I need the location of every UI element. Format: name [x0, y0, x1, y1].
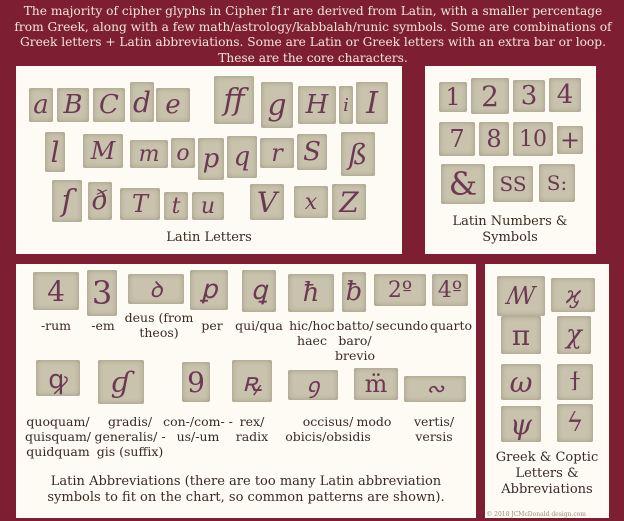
glyph: g — [261, 82, 293, 128]
glyph: ƀ — [342, 272, 366, 312]
glyph: u — [192, 192, 224, 220]
glyph: 9 — [182, 362, 210, 402]
copyright: © 2018 JCMcDonald design.com — [486, 511, 586, 518]
glyph: 4º — [432, 274, 468, 306]
glyph: 3 — [87, 270, 117, 316]
glyph: e — [156, 88, 190, 122]
glyph: + — [557, 126, 583, 154]
glyph: a — [29, 88, 53, 122]
latin-letters-panel — [16, 66, 402, 254]
glyph: ħ — [288, 274, 334, 312]
glyph: ∾ — [404, 376, 466, 402]
glyph: ff — [214, 76, 254, 124]
glyph: C — [93, 88, 125, 122]
glyph: ſ — [52, 180, 82, 222]
glyph: ꝙ — [36, 360, 80, 396]
abbrev-label: per — [201, 318, 223, 333]
glyph: ϟ — [557, 404, 593, 442]
glyph: H — [298, 86, 336, 124]
abbrev-label: qui/qua — [235, 318, 283, 333]
glyph: χ — [557, 316, 591, 354]
glyph: q — [227, 136, 257, 178]
glyph: ɠ — [98, 360, 144, 404]
glyph: ꝗ — [242, 270, 276, 312]
glyph: 3 — [513, 80, 545, 112]
glyph: M — [83, 134, 123, 168]
glyph: 4 — [549, 78, 581, 112]
glyph: m — [130, 140, 168, 168]
glyph: V — [250, 184, 284, 220]
abbrev-label: con-/com- -us/-um — [163, 414, 233, 444]
glyph: π — [501, 316, 541, 354]
latin-letters-caption: Latin Letters — [166, 230, 252, 245]
abbrev-label: deus (from theos) — [124, 310, 194, 340]
glyph: ꝺ — [128, 274, 184, 304]
glyph: 2 — [471, 78, 509, 114]
intro-text: The majority of cipher glyphs in Cipher f1r are derived from Latin, with a smaller percentage from Greek, along with a few math/astrology/kabbalah/runic symbols. Some are combinations of Greek letters + Latin abbreviations. Some are Latin or Greek letters with an extra bar or loop. These are the core characters. — [14, 4, 612, 65]
glyph: ꝑ — [190, 270, 228, 310]
latin-abbreviations-caption: Latin Abbreviations (there are too many Latin abbreviation symbols to fit on the chart, so common patterns are shown). — [47, 474, 445, 505]
abbrev-label: secundo — [375, 318, 429, 333]
abbrev-label: -em — [91, 318, 115, 333]
greek-coptic-caption: Greek & Coptic Letters & Abbreviations — [495, 450, 599, 497]
glyph: 1 — [439, 82, 467, 112]
glyph: x — [294, 186, 328, 218]
glyph: ϯ — [557, 364, 593, 400]
abbrev-label: rex/ radix — [235, 414, 269, 444]
glyph: ψ — [501, 406, 541, 442]
glyph: 8 — [479, 122, 509, 156]
glyph: 10 — [513, 122, 553, 156]
glyph: SS — [493, 166, 533, 202]
glyph: 7 — [439, 122, 475, 156]
abbrev-label: -rum — [40, 318, 72, 333]
glyph: Z — [332, 184, 366, 220]
glyph: T — [120, 188, 160, 220]
glyph: S: — [539, 164, 575, 202]
glyph: ꝶ — [232, 360, 272, 402]
glyph: ꟿ — [497, 276, 545, 316]
greek-coptic-panel — [485, 264, 609, 518]
glyph: t — [164, 192, 188, 220]
glyph: l — [45, 132, 65, 172]
glyph: o — [171, 138, 195, 168]
glyph: ꝯ — [288, 370, 338, 400]
glyph: 2º — [374, 274, 426, 306]
abbrev-label: batto/ baro/ brevio — [335, 318, 375, 363]
abbrev-label: gradis/ generalis/ -gis (suffix) — [94, 414, 166, 459]
glyph: ß — [341, 132, 375, 176]
glyph: ω — [501, 364, 541, 400]
glyph: & — [441, 164, 485, 204]
abbrev-label: occisus/ obicis/obsidis — [285, 414, 371, 444]
glyph: S — [297, 134, 327, 170]
glyph: p — [198, 138, 224, 180]
latin-numbers-caption: Latin Numbers & Symbols — [452, 214, 568, 245]
glyph: 4 — [33, 272, 79, 310]
latin-abbreviations-panel — [16, 264, 476, 518]
glyph: ð — [88, 182, 112, 220]
abbrev-label: hic/hoc haec — [289, 318, 335, 348]
glyph: B — [57, 88, 89, 122]
abbrev-label: vertis/ versis — [413, 414, 455, 444]
abbrev-label: quoquam/ quisquam/ quidquam — [24, 414, 92, 459]
glyph: i — [339, 86, 353, 124]
abbrev-label: quarto — [429, 318, 473, 333]
glyph: d — [130, 82, 154, 122]
latin-numbers-panel — [425, 66, 596, 254]
glyph: I — [356, 82, 388, 124]
glyph: m̈ — [354, 368, 398, 400]
glyph: r — [260, 138, 294, 168]
abbrev-label: modo — [356, 414, 392, 429]
glyph: ϗ — [551, 278, 595, 312]
